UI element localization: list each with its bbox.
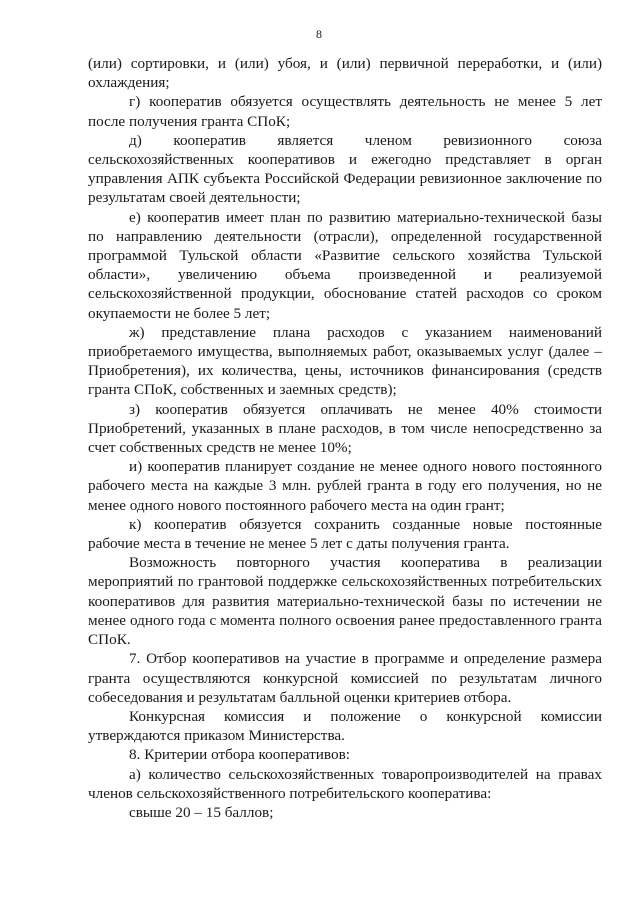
document-body <box>88 54 602 822</box>
paragraph-item-e: е) кооператив имеет план по развитию материально-технической базы по направлению деятельности (отрасли), определенной государственной программой Тульской области «Развитие сельского хозяйства Тульской области», увеличению объема произведенной и реализуемой сельскохозяйственной продукции, обоснование статей расходов со сроком окупаемости не более 5 лет; <box>88 208 602 322</box>
paragraph-commission: Конкурсная комиссия и положение о конкурсной комиссии утверждаются приказом Министерства. <box>88 707 602 745</box>
paragraph-item-g: г) кооператив обязуется осуществлять деятельность не менее 5 лет после получения гранта СПоК; <box>88 93 602 130</box>
paragraph-item-z: з) кооператив обязуется оплачивать не менее 40% стоимости Приобретений, указанных в плане расходов, в том числе непосредственно за счет собственных средств не менее 10%; <box>88 400 602 457</box>
paragraph-score: свыше 20 – 15 баллов; <box>129 803 274 821</box>
paragraph-continuation: (или) сортировки, и (или) убоя, и (или) первичной переработки, и (или) охлаждения; <box>88 55 602 92</box>
paragraph-item-i: и) кооператив планирует создание не менее одного нового постоянного рабочего места на каждые 3 млн. рублей гранта в году его получения, но не менее одного нового постоянного рабочего места на один грант; <box>88 458 602 514</box>
paragraph-item-k: к) кооператив обязуется сохранить созданные новые постоянные рабочие места в течение не менее 5 лет с даты получения гранта. <box>88 515 602 553</box>
paragraph-criterion-a: а) количество сельскохозяйственных товаропроизводителей на правах членов сельскохозяйственного потребительского кооператива: <box>88 765 602 802</box>
paragraph-item-d: д) кооператив является членом ревизионного союза сельскохозяйственных кооперативов и ежегодно представляет в орган управления АПК субъекта Российской Федерации ревизионное заключение по результатам своей деятельности; <box>88 131 602 207</box>
paragraph-item-zh: ж) представление плана расходов с указанием наименований приобретаемого имущества, выполняемых работ, оказываемых услуг (далее – Приобретения), их количества, цены, источников финансирования (средств гранта СПоК, собственных и заемных средств); <box>88 323 602 399</box>
paragraph-section-8: 8. Критерии отбора кооперативов: <box>129 746 350 764</box>
paragraph-repeat-participation: Возможность повторного участия кооператива в реализации мероприятий по грантовой поддержке сельскохозяйственных потребительских кооперативов для развития материально-технической базы по истечении не менее одного года с момента полного освоения ранее предоставленного гранта СПоК. <box>88 554 602 649</box>
paragraph-section-7: 7. Отбор кооперативов на участие в программе и определение размера гранта осуществляются конкурсной комиссией по результатам личного собеседования и результатам балльной оценки критериев отбора. <box>88 650 602 706</box>
page-number: 8 <box>316 27 322 41</box>
